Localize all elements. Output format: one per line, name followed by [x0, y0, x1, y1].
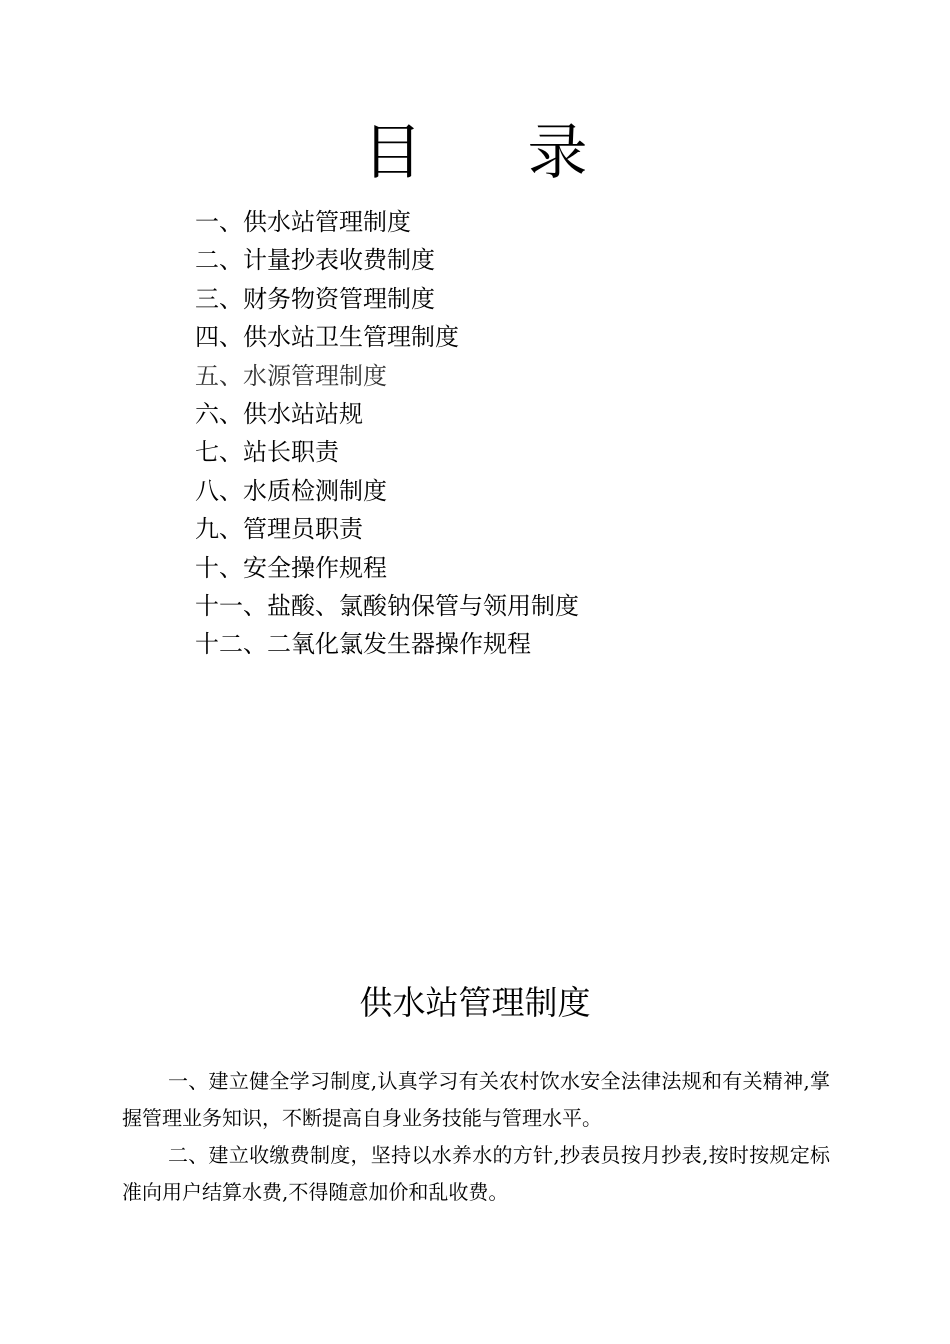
toc-item-7: 七、站长职责 — [195, 438, 339, 467]
toc-list — [195, 203, 579, 664]
section-title: 供水站管理制度 — [359, 983, 591, 1022]
paragraph-2: 二、建立收缴费制度，坚持以水养水的方针,抄表员按月抄表,按时按规定标准向用户结算水费,不得随意加价和乱收费。 — [122, 1143, 830, 1204]
toc-title-char-1: 目 — [362, 118, 423, 188]
toc-item-8: 八、水质检测制度 — [195, 476, 387, 505]
toc-item-3: 三、财务物资管理制度 — [195, 284, 435, 313]
toc-item-4: 四、供水站卫生管理制度 — [195, 323, 459, 352]
toc-item-5: 五、水源管理制度 — [195, 361, 387, 390]
toc-item-10: 十、安全操作规程 — [195, 553, 387, 582]
toc-item-1: 一、供水站管理制度 — [195, 208, 411, 236]
section-body — [122, 1063, 830, 1211]
toc-title — [0, 118, 950, 188]
toc-title-char-2: 录 — [527, 118, 588, 188]
toc-item-11: 十一、盐酸、氯酸钠保管与领用制度 — [195, 591, 579, 620]
toc-item-6: 六、供水站站规 — [195, 399, 363, 428]
toc-item-2: 二、计量抄表收费制度 — [195, 246, 435, 275]
toc-item-12: 十二、二氧化氯发生器操作规程 — [195, 630, 531, 659]
toc-item-9: 九、管理员职责 — [195, 515, 363, 544]
paragraph-1: 一、建立健全学习制度,认真学习有关农村饮水安全法律法规和有关精神,掌握管理业务知识，不断提高自身业务技能与管理水平。 — [122, 1069, 830, 1130]
